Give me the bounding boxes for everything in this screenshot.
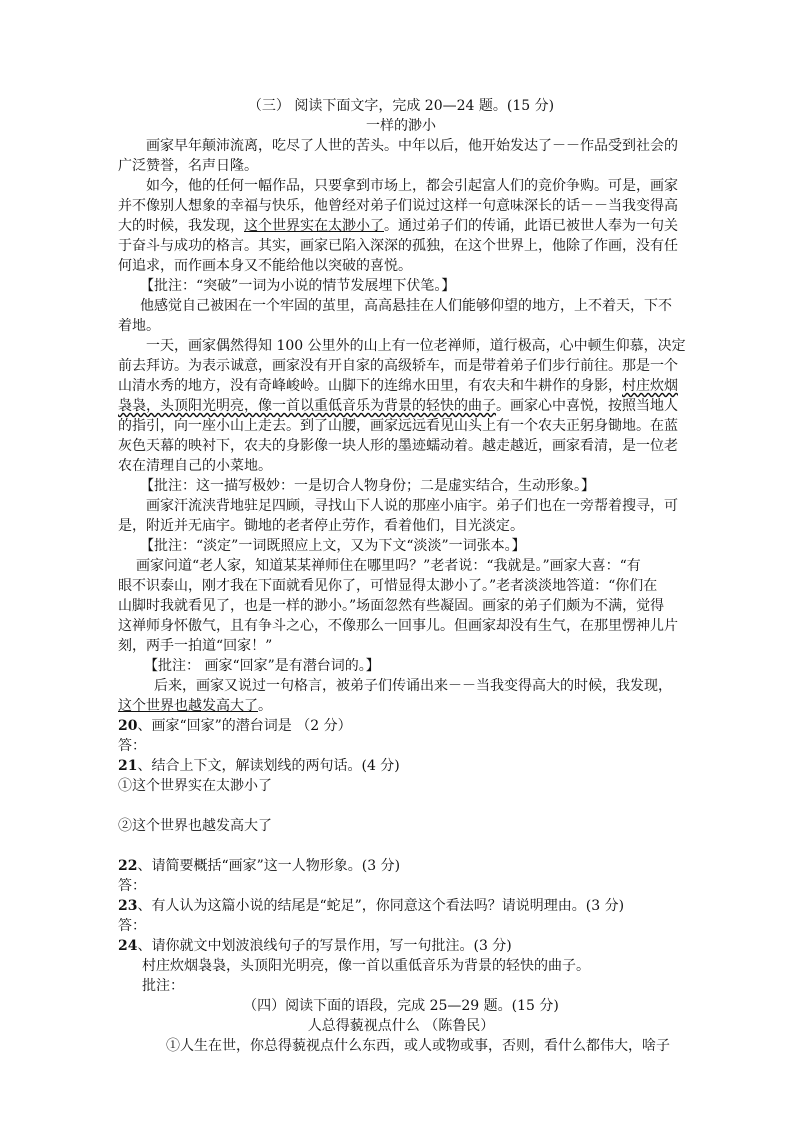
annotation-note: 【批注：这一描写极妙：一是切合人物身份；二是虚实结合，生动形象。】 bbox=[140, 478, 595, 494]
annotation-label: 批注： bbox=[142, 978, 184, 994]
story-line: 眼不识泰山，刚才我在下面就看见你了，可惜显得太渺小了。”老者淡淡地答道：“你们在 bbox=[118, 578, 658, 594]
annotation-note: 【批注：“淡定”一词既照应上文，又为下文“淡淡”一词张本。】 bbox=[140, 538, 526, 554]
question-number: 21 bbox=[118, 758, 138, 774]
wavy-underlined-sentence: 村庄炊烟 bbox=[622, 378, 678, 394]
question-20 bbox=[118, 716, 684, 736]
question-24 bbox=[118, 936, 684, 956]
question-22 bbox=[118, 856, 684, 876]
question-text: 、结合上下文，解读划线的两句话。(4 分) bbox=[137, 758, 400, 774]
story-line bbox=[118, 696, 684, 716]
story-line: 并不像别人想象的幸福与快乐，他曾经对弟子们说过这样一句意味深长的话－－当我变得高 bbox=[118, 198, 678, 214]
story-line bbox=[118, 216, 684, 236]
question-number: 22 bbox=[118, 858, 138, 874]
answer-label: 答： bbox=[118, 918, 146, 934]
story-text: 。通过弟子们的传诵，此语已被世人奉为一句关 bbox=[384, 218, 678, 234]
annotation-note: 【批注： 画家“回家”是有潜台词的。】 bbox=[144, 658, 380, 674]
story-line: 着地。 bbox=[118, 318, 160, 334]
story-line: 刻，两手一拍道“回家！” bbox=[118, 638, 273, 654]
story-line bbox=[118, 376, 684, 396]
story-text: 。画家心中喜悦，按照当地人 bbox=[496, 398, 678, 414]
story-line: 广泛赞誉，名声日隆。 bbox=[118, 158, 258, 174]
story-line: 画家汗流浃背地驻足四顾，寻找山下人说的那座小庙宇。弟子们也在一旁帮着搜寻，可 bbox=[146, 498, 678, 514]
story-line: 农在清理自己的小菜地。 bbox=[118, 458, 272, 474]
story-line: 画家问道“老人家，知道某某禅师住在哪里吗？”老者说：“我就是。”画家大喜：“有 bbox=[136, 558, 641, 574]
story-line: 后来，画家又说过一句格言，被弟子们传诵出来－－当我变得高大的时候，我发现， bbox=[154, 678, 672, 694]
section4-paragraph: ①人生在世，你总得藐视点什么东西，或人或物或事，否则，看什么都伟大，啥子 bbox=[166, 1038, 670, 1054]
question-21 bbox=[118, 756, 684, 776]
section3-header: （三） 阅读下面文字，完成 20—24 题。(15 分) bbox=[247, 98, 555, 114]
story-line: 于奋斗与成功的格言。其实，画家已陷入深深的孤独，在这个世界上，他除了作画，没有任 bbox=[118, 238, 678, 254]
wavy-underlined-sentence: 袅袅，头顶阳光明亮，像一首以重低音乐为背景的轻快的曲子 bbox=[118, 398, 496, 414]
story-title: 一样的渺小 bbox=[366, 118, 436, 134]
story-line: 山脚时我就看见了，也是一样的渺小。”场面忽然有些凝固。画家的弟子们颇为不满，觉得 bbox=[118, 598, 665, 614]
story-line: 是，附近并无庙宇。锄地的老者停止劳作，看着他们，目光淡定。 bbox=[118, 518, 524, 534]
question-text: 、请你就文中划波浪线句子的写景作用，写一句批注。(3 分) bbox=[137, 938, 512, 954]
story-line: 何追求，而作画本身又不能给他以突破的喜悦。 bbox=[118, 258, 412, 274]
story-line: 前去拜访。为表示诚意，画家没有开自家的高级轿车，而是带着弟子们步行前往。那是一个 bbox=[118, 358, 678, 374]
story-line: 这禅师身怀傲气，且有争斗之心，不像那么一回事儿。但画家却没有生气，在那里愣神儿片 bbox=[118, 618, 678, 634]
section4-header: （四）阅读下面的语段，完成 25—29 题。(15 分) bbox=[243, 998, 559, 1014]
question-text: 、请简要概括“画家”这一人物形象。(3 分) bbox=[137, 858, 401, 874]
story-text: 。 bbox=[258, 698, 272, 714]
question-text: 、有人认为这篇小说的结尾是“蛇足”，你同意这个看法吗？请说明理由。(3 分) bbox=[137, 898, 625, 914]
underlined-sentence-2: 这个世界也越发高大了 bbox=[118, 698, 258, 714]
question-text: 、画家“回家”的潜台词是 （2 分） bbox=[137, 718, 352, 734]
story-line: 灰色天幕的映衬下，农夫的身影像一块人形的墨迹蠕动着。越走越近，画家看清，是一位老 bbox=[118, 438, 678, 454]
question-23 bbox=[118, 896, 684, 916]
answer-label: 答： bbox=[118, 738, 146, 754]
story-line bbox=[118, 396, 684, 416]
story-line: 他感觉自己被困在一个牢固的茧里，高高悬挂在人们能够仰望的地方，上不着天，下不 bbox=[140, 298, 672, 314]
story-text: 山清水秀的地方，没有奇峰峻岭。山脚下的连绵水田里，有农夫和牛耕作的身影， bbox=[118, 378, 622, 394]
question-number: 20 bbox=[118, 718, 138, 734]
answer-label: 答： bbox=[118, 878, 146, 894]
section4-title: 人总得藐视点什么 （陈鲁民） bbox=[307, 1018, 495, 1034]
question-21-item-1: ①这个世界实在太渺小了 bbox=[118, 778, 272, 794]
story-line: 的指引，向一座小山上走去。到了山腰，画家远远看见山头上有一个农夫正躬身锄地。在蓝 bbox=[118, 418, 678, 434]
story-line: 如今，他的任何一幅作品，只要拿到市场上，都会引起富人们的竞价争购。可是，画家 bbox=[146, 178, 678, 194]
annotation-note: 【批注：“突破”一词为小说的情节发展埋下伏笔。】 bbox=[140, 278, 456, 294]
question-number: 23 bbox=[118, 898, 138, 914]
underlined-sentence-1: 这个世界实在太渺小了 bbox=[244, 218, 384, 234]
question-21-item-2: ②这个世界也越发高大了 bbox=[118, 818, 272, 834]
question-24-quote: 村庄炊烟袅袅，头顶阳光明亮，像一首以重低音乐为背景的轻快的曲子。 bbox=[142, 958, 590, 974]
story-text: 大的时候，我发现， bbox=[118, 218, 244, 234]
story-line: 画家早年颠沛流离，吃尽了人世的苦头。中年以后，他开始发达了－－作品受到社会的 bbox=[146, 138, 678, 154]
story-line: 一天，画家偶然得知 100 公里外的山上有一位老禅师，道行极高，心中顿生仰慕，决定 bbox=[146, 338, 686, 354]
question-number: 24 bbox=[118, 938, 138, 954]
